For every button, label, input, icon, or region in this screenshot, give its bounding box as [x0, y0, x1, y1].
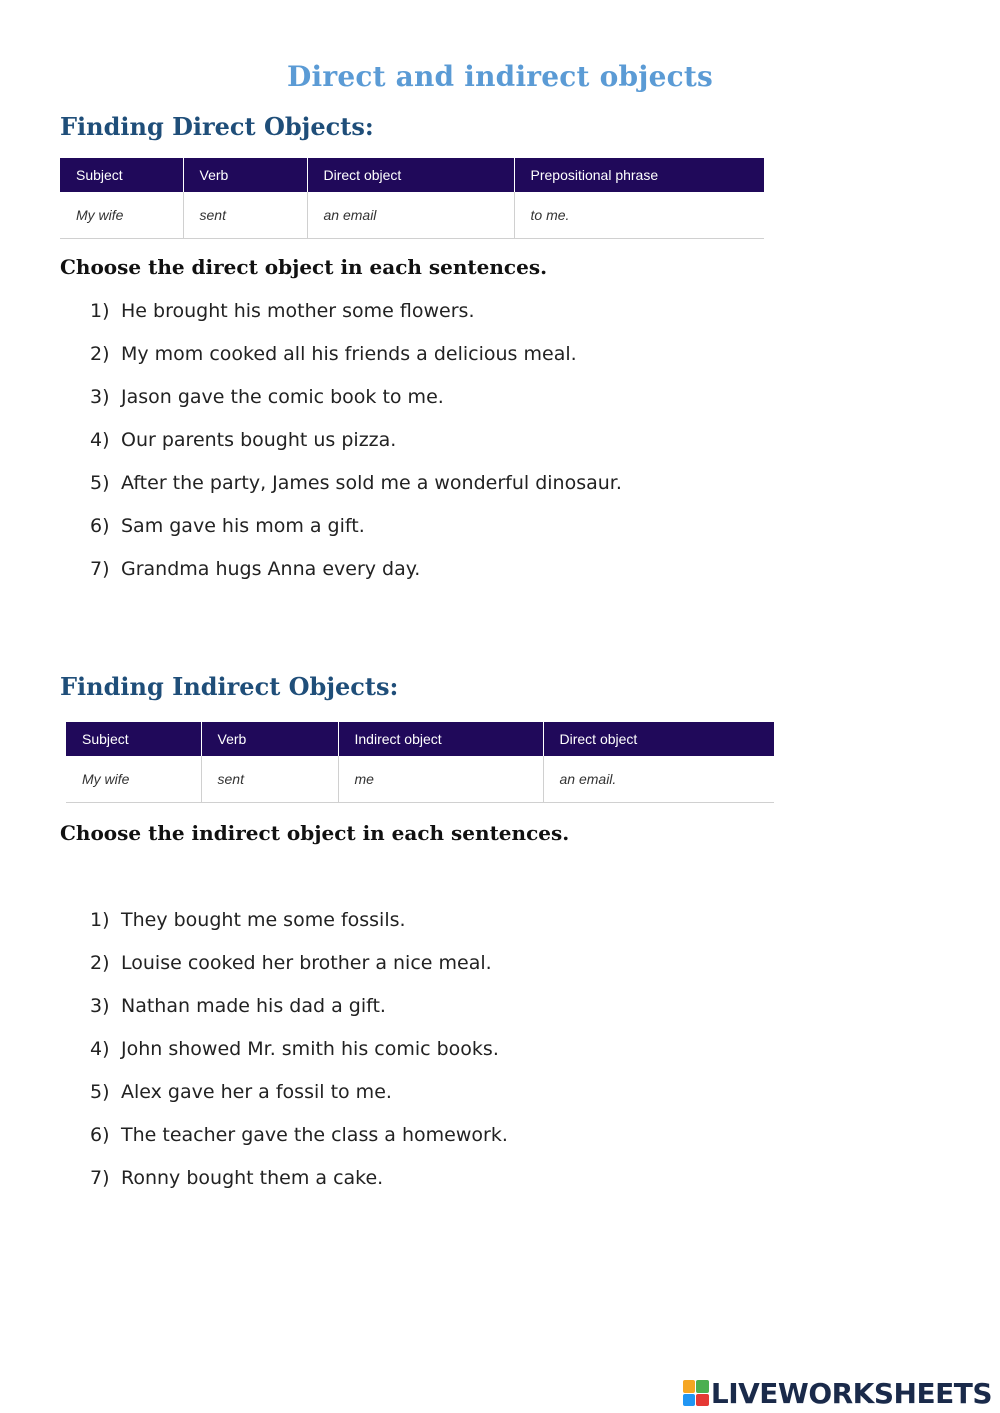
table-cell: My wife — [66, 756, 201, 802]
table-header-cell: Subject — [60, 158, 183, 192]
table-cell: an email. — [543, 756, 774, 802]
indirect-objects-heading: Finding Indirect Objects: — [60, 672, 399, 701]
table-row — [60, 192, 764, 238]
table-header-cell: Verb — [183, 158, 307, 192]
table-header-cell: Verb — [201, 722, 338, 756]
list-item — [90, 512, 622, 555]
item-number: 4) — [90, 1038, 110, 1060]
indirect-sentence-list — [90, 906, 508, 1207]
list-item — [90, 906, 508, 949]
item-number: 1) — [90, 909, 110, 931]
table-cell: sent — [183, 192, 307, 238]
list-item — [90, 555, 622, 598]
item-number: 2) — [90, 952, 110, 974]
direct-sentence-list — [90, 297, 622, 598]
sentence-text[interactable]: After the party, James sold me a wonderful dinosaur. — [121, 472, 622, 494]
direct-objects-heading: Finding Direct Objects: — [60, 112, 374, 141]
item-number: 7) — [90, 1167, 110, 1189]
item-number: 7) — [90, 558, 110, 580]
table-cell: My wife — [60, 192, 183, 238]
sentence-text[interactable]: Louise cooked her brother a nice meal. — [121, 952, 492, 974]
item-number: 4) — [90, 429, 110, 451]
indirect-example-table — [66, 722, 774, 803]
item-number: 6) — [90, 1124, 110, 1146]
liveworksheets-logo-icon — [683, 1380, 709, 1406]
item-number: 3) — [90, 386, 110, 408]
table-header-cell: Direct object — [543, 722, 774, 756]
item-number: 6) — [90, 515, 110, 537]
list-item — [90, 1035, 508, 1078]
item-number: 2) — [90, 343, 110, 365]
logo-tile — [683, 1380, 696, 1393]
table-header-row — [66, 722, 774, 756]
table-header-cell: Prepositional phrase — [514, 158, 764, 192]
table-row — [66, 756, 774, 802]
sentence-text[interactable]: Jason gave the comic book to me. — [121, 386, 444, 408]
item-number: 5) — [90, 1081, 110, 1103]
item-number: 1) — [90, 300, 110, 322]
table-cell: to me. — [514, 192, 764, 238]
liveworksheets-brand — [683, 1376, 992, 1410]
sentence-text[interactable]: John showed Mr. smith his comic books. — [121, 1038, 499, 1060]
sentence-text[interactable]: He brought his mother some flowers. — [121, 300, 475, 322]
list-item — [90, 426, 622, 469]
list-item — [90, 469, 622, 512]
page-title: Direct and indirect objects — [287, 60, 713, 93]
table-header-cell: Indirect object — [338, 722, 543, 756]
direct-example-table — [60, 158, 764, 239]
list-item — [90, 1078, 508, 1121]
list-item — [90, 992, 508, 1035]
sentence-text[interactable]: Nathan made his dad a gift. — [121, 995, 386, 1017]
item-number: 3) — [90, 995, 110, 1017]
table-header-row — [60, 158, 764, 192]
logo-tile — [696, 1380, 709, 1393]
sentence-text[interactable]: My mom cooked all his friends a delicious meal. — [121, 343, 577, 365]
sentence-text[interactable]: Our parents bought us pizza. — [121, 429, 397, 451]
table-cell: an email — [307, 192, 514, 238]
table-cell: sent — [201, 756, 338, 802]
list-item — [90, 297, 622, 340]
sentence-text[interactable]: Alex gave her a fossil to me. — [121, 1081, 392, 1103]
logo-tile — [696, 1394, 709, 1407]
direct-instruction: Choose the direct object in each sentences. — [60, 255, 548, 279]
list-item — [90, 383, 622, 426]
sentence-text[interactable]: Ronny bought them a cake. — [121, 1167, 384, 1189]
sentence-text[interactable]: Sam gave his mom a gift. — [121, 515, 365, 537]
sentence-text[interactable]: They bought me some fossils. — [121, 909, 406, 931]
table-cell: me — [338, 756, 543, 802]
brand-text: LIVEWORKSHEETS — [710, 1376, 992, 1410]
list-item — [90, 1121, 508, 1164]
item-number: 5) — [90, 472, 110, 494]
logo-tile — [683, 1394, 696, 1407]
table-header-cell: Direct object — [307, 158, 514, 192]
sentence-text[interactable]: Grandma hugs Anna every day. — [121, 558, 421, 580]
list-item — [90, 1164, 508, 1207]
indirect-instruction: Choose the indirect object in each sentences. — [60, 821, 570, 845]
table-header-cell: Subject — [66, 722, 201, 756]
list-item — [90, 949, 508, 992]
list-item — [90, 340, 622, 383]
sentence-text[interactable]: The teacher gave the class a homework. — [121, 1124, 508, 1146]
